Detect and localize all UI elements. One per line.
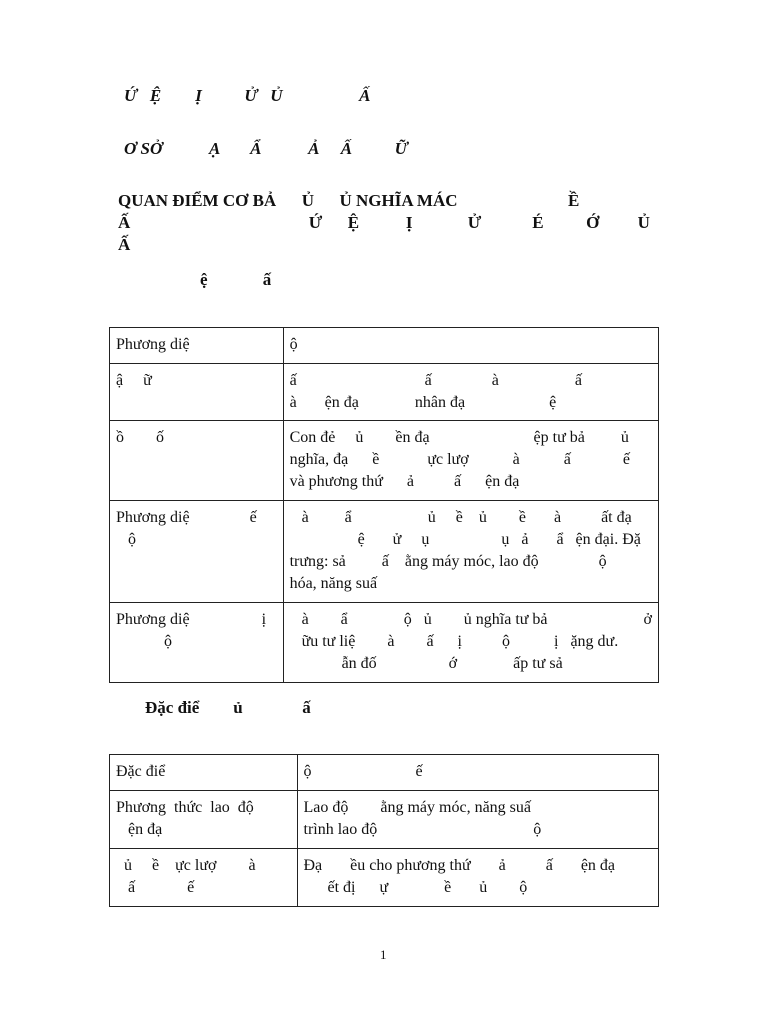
table-row xyxy=(110,603,659,683)
table-header-row xyxy=(110,328,659,364)
row-content: Lao độ ằng máy móc, năng suấ trình lao độ ộ xyxy=(297,791,659,849)
row-content: à ẩ ủ ề ủ ề à ất đạ ệ ử ụ ụ ả ẩ ện đại. Đặ trưng: sả ấ ằng máy móc, lao độ ộ hóa, năng suấ xyxy=(283,501,658,603)
row-label: Phương diệ ị ộ xyxy=(110,603,284,683)
table-row xyxy=(110,364,659,421)
table-row xyxy=(110,421,659,501)
table-characteristics xyxy=(109,754,659,907)
section-a-title: ệ ấ xyxy=(200,270,272,289)
header-cell-aspect: Phương diệ xyxy=(110,328,284,364)
row-label: ồ ố xyxy=(110,421,284,501)
row-label: Phương diệ ế ộ xyxy=(110,501,284,603)
header-cell-feature: Đặc điể xyxy=(110,755,298,791)
page-number: 1 xyxy=(380,947,387,962)
row-label: ủ ề ực lượ à ấ ế xyxy=(110,849,298,907)
heading-3-line-1: QUAN ĐIỂM CƠ BẢ Ủ Ủ NGHĨA MÁC Ề xyxy=(118,191,580,210)
table-row xyxy=(110,849,659,907)
table-header-row xyxy=(110,755,659,791)
header-cell-content: ộ xyxy=(283,328,658,364)
heading-3-line-2: Ấ Ứ Ệ Ị Ử É Ớ Ủ xyxy=(118,213,650,232)
heading-3-line-3: Ấ xyxy=(118,235,131,254)
row-label: ậ ữ xyxy=(110,364,284,421)
row-content: ấ ấ à ấ à ện đạ nhân đạ ệ xyxy=(283,364,658,421)
row-content: Con đẻ ủ ền đạ ệp tư bả ủ nghĩa, đạ ề ực lượ à ấ ế và phương thứ ả ấ ện đạ xyxy=(283,421,658,501)
table-row xyxy=(110,501,659,603)
table-concept xyxy=(109,327,659,683)
row-content: Đạ ều cho phương thứ ả ấ ện đạ ết đị ự ề ủ ộ xyxy=(297,849,659,907)
table-row xyxy=(110,791,659,849)
heading-2: Ơ SỞ Ạ Ẩ Ả Ấ Ữ xyxy=(124,139,408,158)
heading-1: Ứ Ệ Ị Ử Ủ Ấ xyxy=(124,86,371,105)
row-content: à ẩ ộ ủ ủ nghĩa tư bả ở ữu tư liệ à ấ ị ộ ị ặng dư. ẫn đố ớ ấp tư sả xyxy=(283,603,658,683)
section-b-title: Đặc điể ủ ấ xyxy=(145,698,311,717)
row-label: Phương thức lao độ ện đạ xyxy=(110,791,298,849)
header-cell-content: ộ ế xyxy=(297,755,659,791)
